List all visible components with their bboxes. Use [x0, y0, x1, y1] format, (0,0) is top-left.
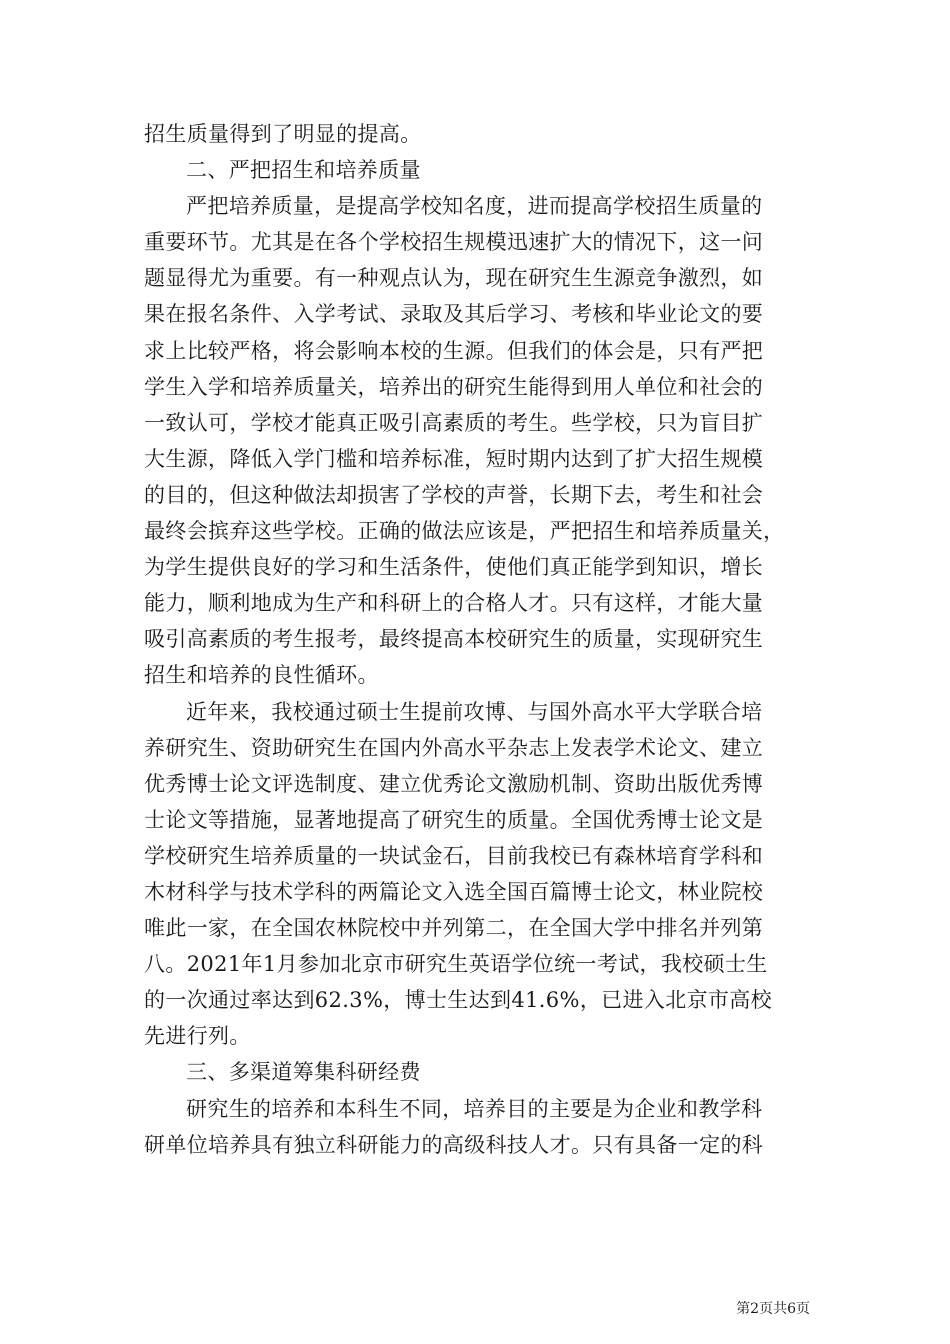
document-body — [144, 116, 808, 1163]
paragraph-line: 题显得尤为重要。有一种观点认为，现在研究生生源竞争激烈，如 — [144, 266, 764, 291]
paragraph-line: 的一次通过率达到62.3%，博士生达到41.6%，已进入北京市高校 — [144, 988, 772, 1013]
paragraph-line: 招生质量得到了明显的提高。 — [144, 122, 422, 146]
paragraph-line: 最终会摈弃这些学校。正确的做法应该是，严把招生和培养质量关， — [144, 519, 785, 544]
page-number: 第2页共6页 — [736, 1301, 810, 1317]
paragraph-line: 八。2021年1月参加北京市研究生英语学位统一考试，我校硕士生 — [144, 952, 768, 977]
paragraph-line: 研单位培养具有独立科研能力的高级科技人才。只有具备一定的科 — [144, 1132, 764, 1157]
paragraph-line: 学生入学和培养质量关，培养出的研究生能得到用人单位和社会的 — [144, 374, 764, 399]
paragraph-line: 重要环节。尤其是在各个学校招生规模迅速扩大的情况下，这一问 — [144, 230, 764, 255]
paragraph-line: 士论文等措施，显著地提高了研究生的质量。全国优秀博士论文是 — [144, 807, 764, 832]
section-heading: 二、严把招生和培养质量 — [186, 158, 421, 183]
paragraph-line: 求上比较严格，将会影响本校的生源。但我们的体会是，只有严把 — [144, 338, 764, 363]
paragraph-line: 吸引高素质的考生报考，最终提高本校研究生的质量，实现研究生 — [144, 627, 764, 652]
paragraph-line: 先进行列。 — [144, 1024, 251, 1049]
paragraph-line: 木材科学与技术学科的两篇论文入选全国百篇博士论文，林业院校 — [144, 879, 764, 904]
paragraph-line: 唯此一家，在全国农林院校中并列第二，在全国大学中排名并列第 — [144, 916, 764, 941]
paragraph-line: 一致认可，学校才能真正吸引高素质的考生。些学校，只为盲目扩 — [144, 410, 764, 435]
section-heading: 三、多渠道筹集科研经费 — [186, 1060, 421, 1085]
paragraph-line: 为学生提供良好的学习和生活条件，使他们真正能学到知识，增长 — [144, 555, 764, 580]
paragraph-line: 招生和培养的良性循环。 — [144, 663, 379, 688]
paragraph-line: 的目的，但这种做法却损害了学校的声誉，长期下去，考生和社会 — [144, 482, 764, 507]
paragraph-line: 严把培养质量，是提高学校知名度，进而提高学校招生质量的 — [186, 194, 763, 219]
paragraph-line: 研究生的培养和本科生不同，培养目的主要是为企业和教学科 — [186, 1096, 763, 1121]
paragraph-line: 养研究生、资助研究生在国内外高水平杂志上发表学术论文、建立 — [144, 735, 764, 760]
paragraph-line: 近年来，我校通过硕士生提前攻博、与国外高水平大学联合培 — [186, 699, 763, 724]
paragraph-line: 大生源，降低入学门槛和培养标准，短时期内达到了扩大招生规模 — [144, 446, 764, 471]
paragraph-line: 学校研究生培养质量的一块试金石，目前我校已有森林培育学科和 — [144, 843, 764, 868]
paragraph-line: 果在报名条件、入学考试、录取及其后学习、考核和毕业论文的要 — [144, 302, 764, 327]
paragraph-line: 能力，顺利地成为生产和科研上的合格人才。只有这样，才能大量 — [144, 591, 764, 616]
paragraph-line: 优秀博士论文评选制度、建立优秀论文激励机制、资助出版优秀博 — [144, 771, 764, 796]
